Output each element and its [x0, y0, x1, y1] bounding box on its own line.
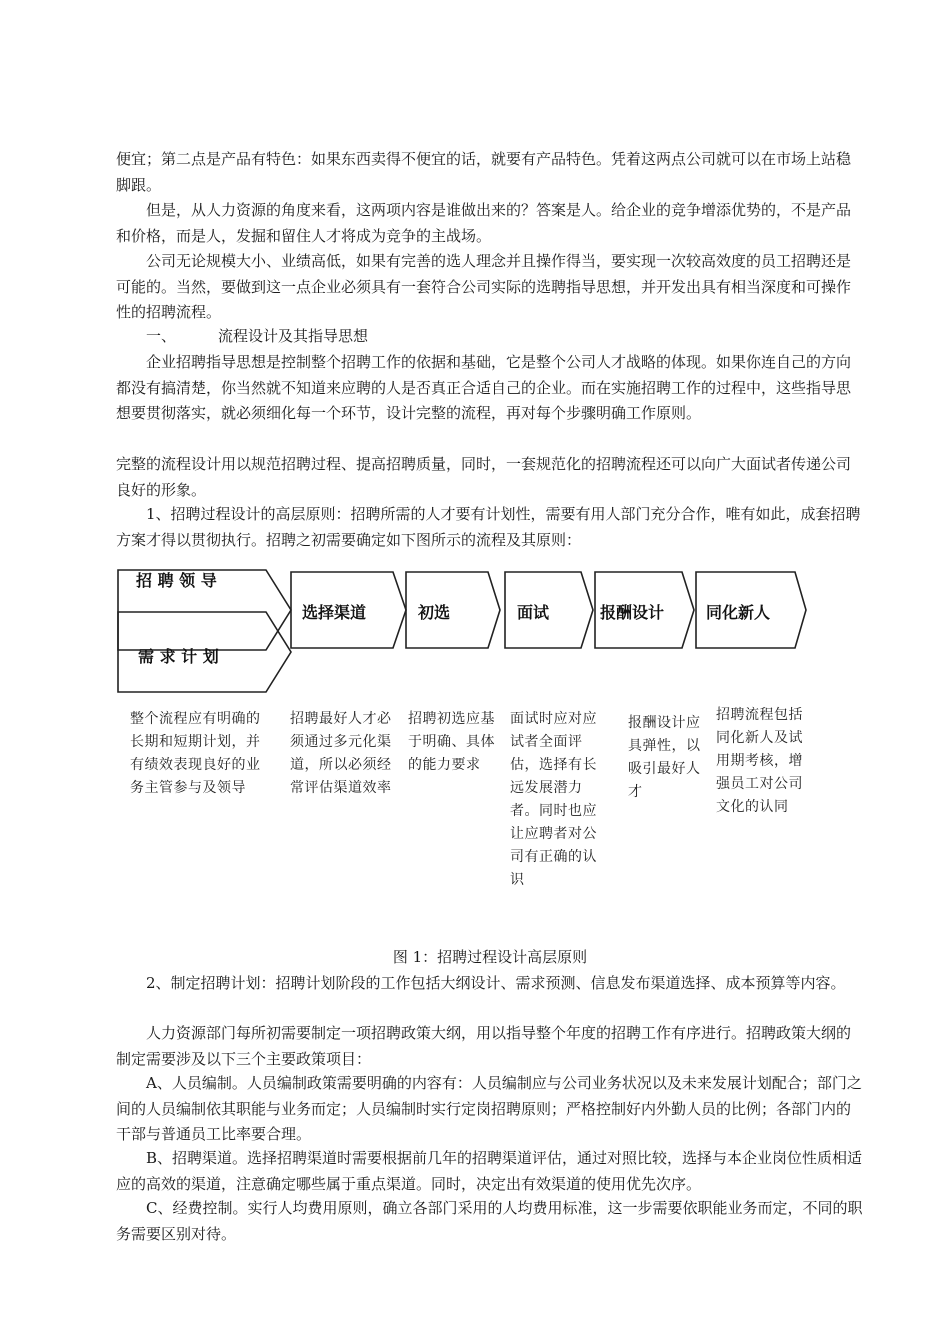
paragraph-10: A、人员编制。人员编制政策需要明确的内容有：人员编制应与公司业务状况以及未来发展计划配合；部门之间的人员编制依其职能与业务而定；人员编制时实行定岗招聘原则；严格控制好内外勤人员的比例；各部门内的干部与普通员工比率要合理。	[116, 1074, 862, 1143]
section-title: 流程设计及其指导思想	[218, 327, 369, 345]
step-lead-label: 招 聘 领 导	[136, 571, 217, 590]
paragraph-12: C、经费控制。实行人均费用原则，确立各部门采用的人均费用标准，这一步需要依职能业务而定，不同的职务需要区别对待。	[116, 1199, 863, 1243]
paragraph-6: 完整的流程设计用以规范招聘过程、提高招聘质量，同时，一套规范化的招聘流程还可以向广大面试者传递公司良好的形象。	[116, 455, 852, 499]
step-pay-label: 报酬设计	[600, 603, 665, 622]
note-screen: 招聘初选应基于明确、具体的能力要求	[408, 711, 495, 773]
paragraph-7: 1、招聘过程设计的高层原则：招聘所需的人才要有计划性，需要有用人部门充分合作，唯有如此，成套招聘方案才得以贯彻执行。招聘之初需要确定如下图所示的流程及其原则：	[116, 505, 861, 549]
paragraph-11: B、招聘渠道。选择招聘渠道时需要根据前几年的招聘渠道评估，通过对照比较，选择与本企业岗位性质相适应的高效的渠道，注意确定哪些属于重点渠道。同时，决定出有效渠道的使用优先次序。	[116, 1149, 863, 1193]
note-lead-plan: 整个流程应有明确的长期和短期计划，并有绩效表现良好的业务主管参与及领导	[130, 711, 261, 796]
paragraph-5: 企业招聘指导思想是控制整个招聘工作的依据和基础，它是整个公司人才战略的体现。如果你连自己的方向都没有搞清楚，你当然就不知道来应聘的人是否真正合适自己的企业。而在实施招聘工作的过程中，这些指导思想要贯彻落实，就必须细化每一个环节，设计完整的流程，再对每个步骤明确工作原则。	[116, 353, 852, 422]
section-number: 一、	[146, 327, 177, 345]
step-plan-label: 需 求 计 划	[138, 647, 219, 666]
note-channel: 招聘最好人才必须通过多元化渠道，所以必须经常评估渠道效率	[290, 711, 392, 796]
recruitment-flow-diagram	[116, 560, 816, 700]
step-assimilate-label: 同化新人	[706, 603, 771, 622]
note-pay: 报酬设计应具弹性，以吸引最好人才	[628, 715, 701, 800]
step-screen-label: 初选	[418, 603, 451, 622]
paragraph-1: 便宜；第二点是产品有特色：如果东西卖得不便宜的话，就要有产品特色。凭着这两点公司就可以在市场上站稳脚跟。	[116, 150, 852, 194]
paragraph-8: 2、制定招聘计划：招聘计划阶段的工作包括大纲设计、需求预测、信息发布渠道选择、成本预算等内容。	[146, 974, 846, 992]
figure-caption: 图 1：招聘过程设计高层原则	[392, 948, 588, 966]
section-heading	[116, 324, 864, 350]
note-assimilate: 招聘流程包括同化新人及试用期考核，增强员工对公司文化的认同	[716, 707, 803, 815]
step-interview-label: 面试	[517, 603, 550, 622]
paragraph-2: 但是，从人力资源的角度来看，这两项内容是谁做出来的？答案是人。给企业的竞争增添优势的，不是产品和价格，而是人，发掘和留住人才将成为竞争的主战场。	[116, 201, 852, 245]
paragraph-9: 人力资源部门每所初需要制定一项招聘政策大纲，用以指导整个年度的招聘工作有序进行。招聘政策大纲的制定需要涉及以下三个主要政策项目：	[116, 1024, 852, 1068]
paragraph-3: 公司无论规模大小、业绩高低，如果有完善的选人理念并且操作得当，要实现一次较高效度的员工招聘还是可能的。当然，要做到这一点企业必须具有一套符合公司实际的选聘指导思想，并开发出具有相当深度和可操作性的招聘流程。	[116, 252, 852, 321]
note-interview: 面试时应对应试者全面评估，选择有长远发展潜力者。同时也应让应聘者对公司有正确的认识	[510, 711, 597, 888]
step-channel-label: 选择渠道	[302, 603, 367, 622]
